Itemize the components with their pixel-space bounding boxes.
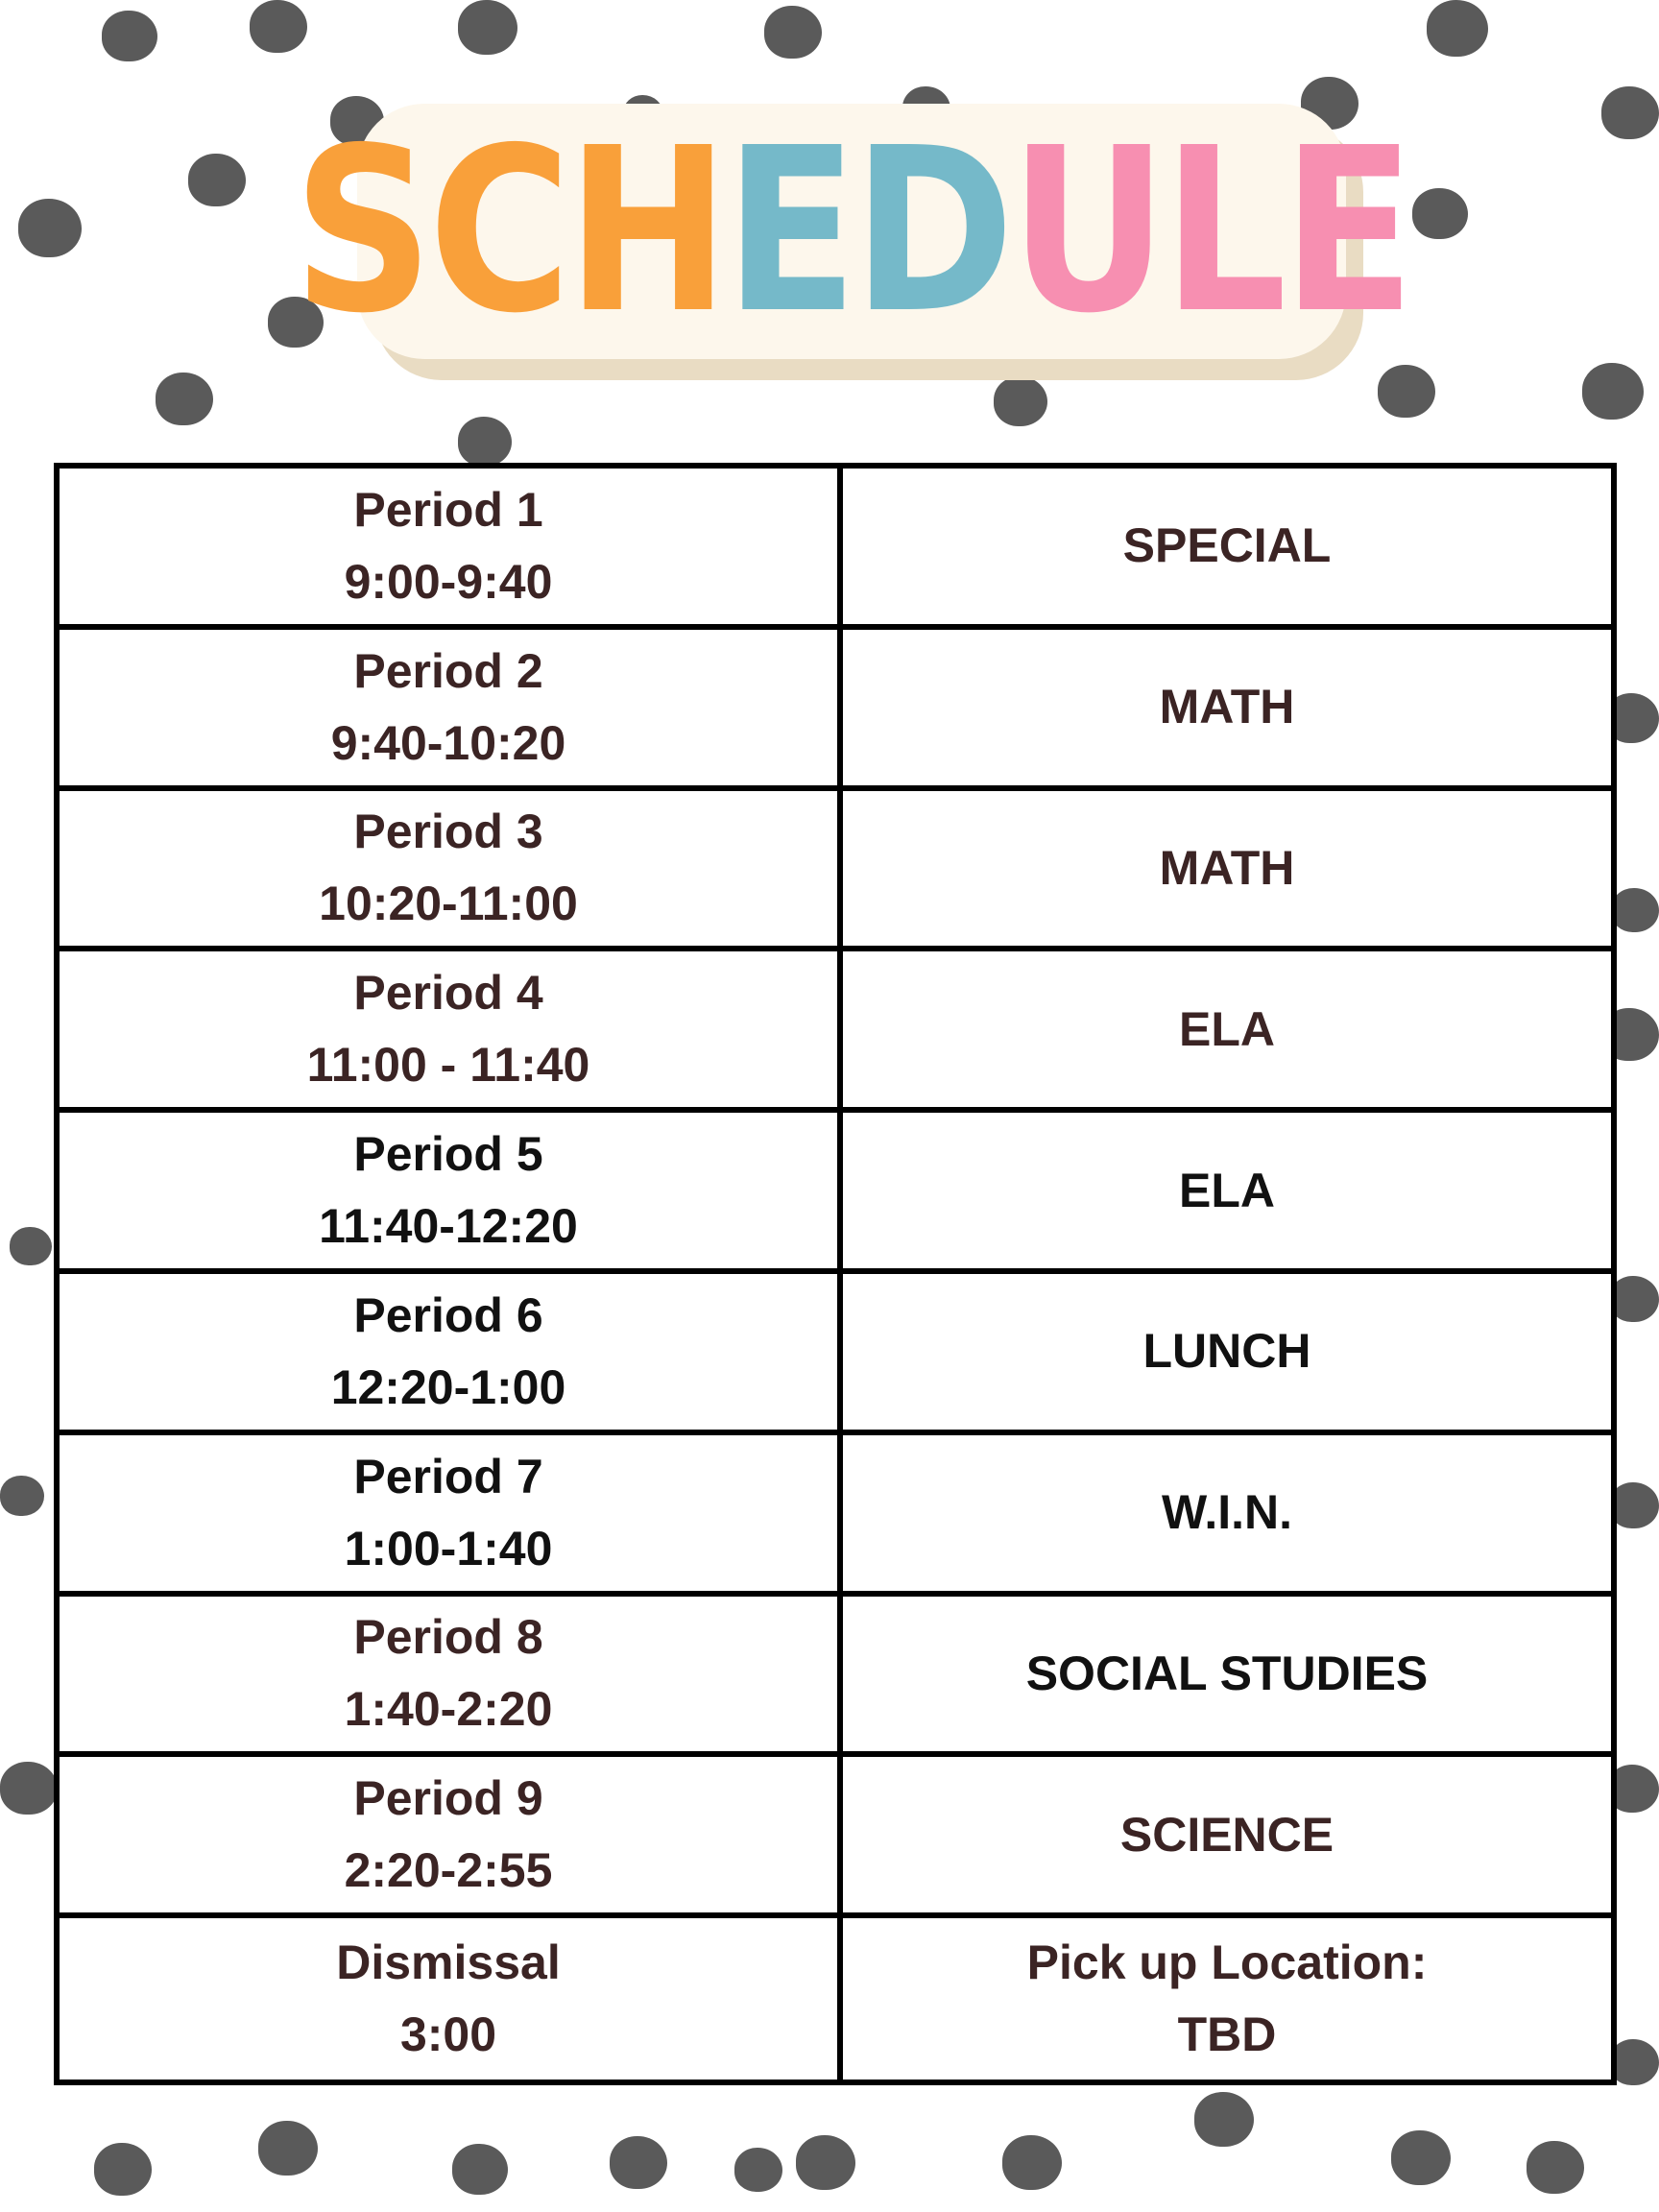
subject-label: SPECIAL — [1122, 518, 1332, 573]
subject-cell — [843, 791, 1611, 952]
polka-dot — [258, 2121, 318, 2176]
period-cell — [60, 1435, 843, 1597]
polka-dot — [452, 2144, 508, 2195]
title-letter: U — [1009, 99, 1164, 363]
polka-dot — [1582, 363, 1644, 420]
subject-label: ELA — [1179, 1163, 1275, 1217]
pickup-cell — [843, 1918, 1611, 2080]
period-time: 9:40-10:20 — [330, 715, 566, 770]
period-label: Period 4 — [353, 966, 543, 1021]
polka-dot — [102, 11, 157, 61]
period-label: Period 2 — [353, 643, 543, 698]
polka-dot — [1391, 2130, 1451, 2185]
period-time: 1:40-2:20 — [344, 1682, 553, 1737]
period-label: Period 9 — [353, 1771, 543, 1826]
polka-dot — [250, 0, 307, 53]
schedule-title-banner — [293, 99, 1410, 382]
subject-cell — [843, 1435, 1611, 1597]
polka-dot — [94, 2143, 152, 2196]
period-label: Period 8 — [353, 1610, 543, 1665]
polka-dot — [1412, 188, 1468, 239]
dismissal-time: 3:00 — [399, 2008, 497, 2062]
period-cell — [60, 951, 843, 1113]
period-label: Period 1 — [353, 482, 543, 537]
polka-dot — [1194, 2092, 1254, 2147]
title-letter: L — [1163, 99, 1283, 363]
period-cell — [60, 1274, 843, 1435]
subject-label: MATH — [1159, 840, 1295, 895]
period-time: 10:20-11:00 — [319, 877, 578, 931]
subject-cell — [843, 1757, 1611, 1918]
period-time: 2:20-2:55 — [344, 1843, 553, 1898]
title-letter: E — [1282, 99, 1410, 363]
subject-label: SOCIAL STUDIES — [1025, 1646, 1429, 1700]
polka-dot — [0, 1476, 44, 1516]
period-label: Period 6 — [353, 1287, 543, 1342]
polka-dot — [1611, 888, 1659, 932]
subject-label: SCIENCE — [1119, 1807, 1334, 1862]
polka-dot — [458, 417, 512, 467]
polka-dot — [734, 2148, 782, 2192]
pickup-location-value: TBD — [1177, 2008, 1277, 2062]
polka-dot — [1527, 2141, 1584, 2194]
title-letter: E — [724, 99, 854, 363]
subject-label: LUNCH — [1142, 1324, 1311, 1379]
period-time: 9:00-9:40 — [344, 554, 553, 609]
subject-label: MATH — [1159, 680, 1295, 734]
polka-dot — [1378, 365, 1435, 418]
polka-dot — [610, 2136, 667, 2189]
polka-dot — [1002, 2135, 1062, 2190]
period-time: 1:00-1:40 — [344, 1521, 553, 1575]
polka-dot — [10, 1227, 52, 1265]
period-time: 11:40-12:20 — [319, 1199, 578, 1254]
subject-cell — [843, 469, 1611, 630]
period-cell — [60, 1597, 843, 1758]
period-cell — [60, 791, 843, 952]
dismissal-label: Dismissal — [336, 1936, 561, 1990]
polka-dot — [188, 154, 246, 206]
polka-dot — [458, 0, 517, 55]
subject-cell — [843, 630, 1611, 791]
polka-dot — [18, 199, 82, 257]
dismissal-cell — [60, 1918, 843, 2080]
title-letter: S — [293, 99, 429, 363]
polka-dot — [1601, 86, 1659, 139]
subject-cell — [843, 951, 1611, 1113]
pickup-location-label: Pick up Location: — [1026, 1936, 1428, 1990]
title-letter: H — [566, 99, 725, 363]
title-letter: C — [428, 99, 567, 363]
subject-label: W.I.N. — [1161, 1485, 1293, 1540]
page-title — [293, 99, 1410, 363]
period-time: 12:20-1:00 — [330, 1359, 566, 1414]
period-cell — [60, 1757, 843, 1918]
subject-cell — [843, 1274, 1611, 1435]
polka-dot — [796, 2135, 855, 2190]
subject-cell — [843, 1597, 1611, 1758]
polka-dot — [0, 1762, 58, 1815]
title-letter: D — [853, 99, 1010, 363]
period-label: Period 3 — [353, 805, 543, 859]
subject-cell — [843, 1113, 1611, 1274]
polka-dot — [994, 376, 1047, 426]
polka-dot — [764, 6, 822, 59]
period-label: Period 5 — [353, 1127, 543, 1182]
period-cell — [60, 1113, 843, 1274]
polka-dot — [156, 373, 213, 425]
subject-label: ELA — [1179, 1001, 1275, 1056]
period-label: Period 7 — [353, 1449, 543, 1503]
period-time: 11:00 - 11:40 — [306, 1038, 590, 1093]
period-cell — [60, 630, 843, 791]
polka-dot — [1427, 0, 1488, 57]
period-cell — [60, 469, 843, 630]
schedule-table — [54, 463, 1617, 2085]
